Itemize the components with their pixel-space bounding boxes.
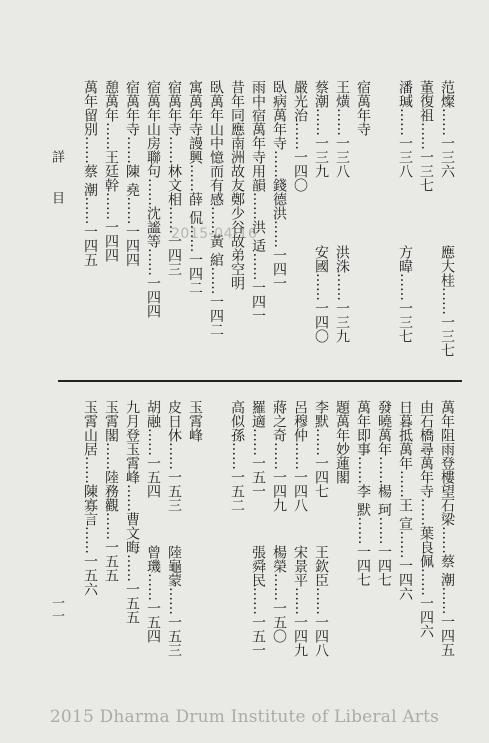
toc-column bbox=[163, 80, 184, 370]
toc-column bbox=[247, 400, 268, 680]
toc-column bbox=[331, 400, 352, 680]
toc-column bbox=[310, 400, 331, 680]
toc-column bbox=[331, 80, 352, 370]
toc-column bbox=[142, 400, 163, 680]
toc-column bbox=[226, 400, 247, 680]
toc-entry: 萬年阻雨登樓望石梁……蔡 潮……一四五 bbox=[439, 400, 455, 657]
toc-column bbox=[100, 80, 121, 370]
toc-column bbox=[205, 80, 226, 370]
toc-column bbox=[184, 80, 205, 370]
toc-column bbox=[142, 80, 163, 370]
toc-entry: 玉霄山居……陳寡言……一五六 bbox=[82, 400, 98, 596]
toc-entry: 皮日休……一五三 bbox=[166, 400, 182, 512]
toc-entry-secondary: 楊榮……一五〇 bbox=[271, 545, 287, 643]
page-number: 一一 bbox=[49, 596, 64, 622]
toc-column bbox=[373, 80, 394, 370]
toc-entry: 玉霄閣……陸務觀……一五五 bbox=[103, 400, 119, 582]
toc-entry: 宿萬年山房聯句……沈謐等……一四四 bbox=[145, 80, 161, 318]
toc-entry: 昔年同應南洲故友鄭少谷故弟空明 bbox=[229, 80, 245, 290]
toc-entry: 萬年即事……李 默……一四七 bbox=[355, 400, 371, 587]
toc-entry: 發曉萬年……楊 珂……一四七 bbox=[376, 400, 392, 587]
toc-column bbox=[394, 80, 415, 370]
toc-column bbox=[310, 80, 331, 370]
toc-column bbox=[415, 400, 436, 680]
toc-entry: 董復祖……一三七 bbox=[418, 80, 434, 192]
toc-column bbox=[163, 400, 184, 680]
toc-entry-secondary: 方暐……一三七 bbox=[397, 245, 413, 343]
upper-contents-block bbox=[62, 80, 457, 370]
toc-column bbox=[247, 80, 268, 370]
toc-column bbox=[79, 400, 100, 680]
toc-entry: 宿萬年寺……陳 堯……一四四 bbox=[124, 80, 140, 267]
toc-entry: 九月登玉霄峰……曹文晦……一五五 bbox=[124, 400, 140, 624]
toc-column bbox=[352, 80, 373, 370]
toc-entry: 嚴光治……一四〇 bbox=[292, 80, 308, 192]
toc-entry: 羅適……一五一 bbox=[250, 400, 266, 498]
toc-entry: 由石橋尋萬年寺……葉良佩……一四六 bbox=[418, 400, 434, 638]
toc-column bbox=[436, 80, 457, 370]
toc-column bbox=[79, 80, 100, 370]
toc-entry-secondary: 王欽臣……一四八 bbox=[313, 545, 329, 657]
toc-column bbox=[394, 400, 415, 680]
toc-entry: 呂穆仲……一四八 bbox=[292, 400, 308, 512]
toc-entry: 寓萬年寺謾興……薛 侃……一四二 bbox=[187, 80, 203, 295]
toc-entry-secondary: 張舜民……一五一 bbox=[250, 545, 266, 657]
toc-column bbox=[415, 80, 436, 370]
toc-entry-secondary: 陸龜蒙……一五三 bbox=[166, 545, 182, 657]
toc-column bbox=[226, 80, 247, 370]
date-watermark: 2015-04-16 bbox=[171, 226, 258, 242]
toc-column bbox=[436, 400, 457, 680]
lower-columns bbox=[79, 400, 457, 680]
toc-entry-secondary: 曾璣……一五四 bbox=[145, 545, 161, 643]
running-header: 詳 目 bbox=[49, 150, 64, 217]
toc-entry: 范燦……一三六 bbox=[439, 80, 455, 178]
toc-entry: 臥萬年山中憶而有感……黃 綰……一四二 bbox=[208, 80, 224, 337]
toc-entry: 日暮抵萬年……王 宣……一四六 bbox=[397, 400, 413, 601]
toc-entry: 宿萬年寺 bbox=[355, 80, 371, 136]
toc-column bbox=[121, 400, 142, 680]
toc-entry: 胡融……一五四 bbox=[145, 400, 161, 498]
toc-entry: 憩萬年……王廷幹……一四四 bbox=[103, 80, 119, 262]
toc-column bbox=[373, 400, 394, 680]
upper-columns bbox=[79, 80, 457, 370]
toc-column bbox=[352, 400, 373, 680]
lower-contents-block bbox=[62, 400, 457, 680]
toc-column bbox=[184, 400, 205, 680]
toc-entry-secondary: 應大桂……一三七 bbox=[439, 245, 455, 357]
toc-entry: 玉霄峰 bbox=[187, 400, 203, 442]
toc-entry: 蔣之奇……一四九 bbox=[271, 400, 287, 512]
toc-column bbox=[268, 400, 289, 680]
toc-entry: 宿萬年寺……林文相……一四三 bbox=[166, 80, 182, 276]
institution-watermark: 2015 Dharma Drum Institute of Liberal Arts bbox=[49, 707, 440, 727]
toc-entry: 萬年留別……蔡 潮……一四五 bbox=[82, 80, 98, 267]
toc-column bbox=[100, 400, 121, 680]
toc-entry: 李默……一四七 bbox=[313, 400, 329, 498]
toc-entry-secondary: 洪洙……一三九 bbox=[334, 245, 350, 343]
toc-column bbox=[289, 80, 310, 370]
toc-column bbox=[121, 80, 142, 370]
toc-entry: 潘瑊……一三八 bbox=[397, 80, 413, 178]
toc-entry-secondary: 安國……一四〇 bbox=[313, 245, 329, 343]
toc-column bbox=[289, 400, 310, 680]
toc-entry-secondary: 宋景平……一四九 bbox=[292, 545, 308, 657]
toc-column bbox=[268, 80, 289, 370]
toc-entry: 蔡潮……一三九 bbox=[313, 80, 329, 178]
toc-column bbox=[205, 400, 226, 680]
toc-entry: 高似孫……一五二 bbox=[229, 400, 245, 512]
section-divider-rule bbox=[58, 380, 462, 382]
toc-entry: 王熿……一三八 bbox=[334, 80, 350, 178]
toc-entry: 雨中宿萬年寺用韻……洪 适……一四一 bbox=[250, 80, 266, 323]
toc-entry: 題萬年妙蓮閣 bbox=[334, 400, 350, 484]
toc-entry: 臥病萬年寺……錢德洪……一四一 bbox=[271, 80, 287, 290]
